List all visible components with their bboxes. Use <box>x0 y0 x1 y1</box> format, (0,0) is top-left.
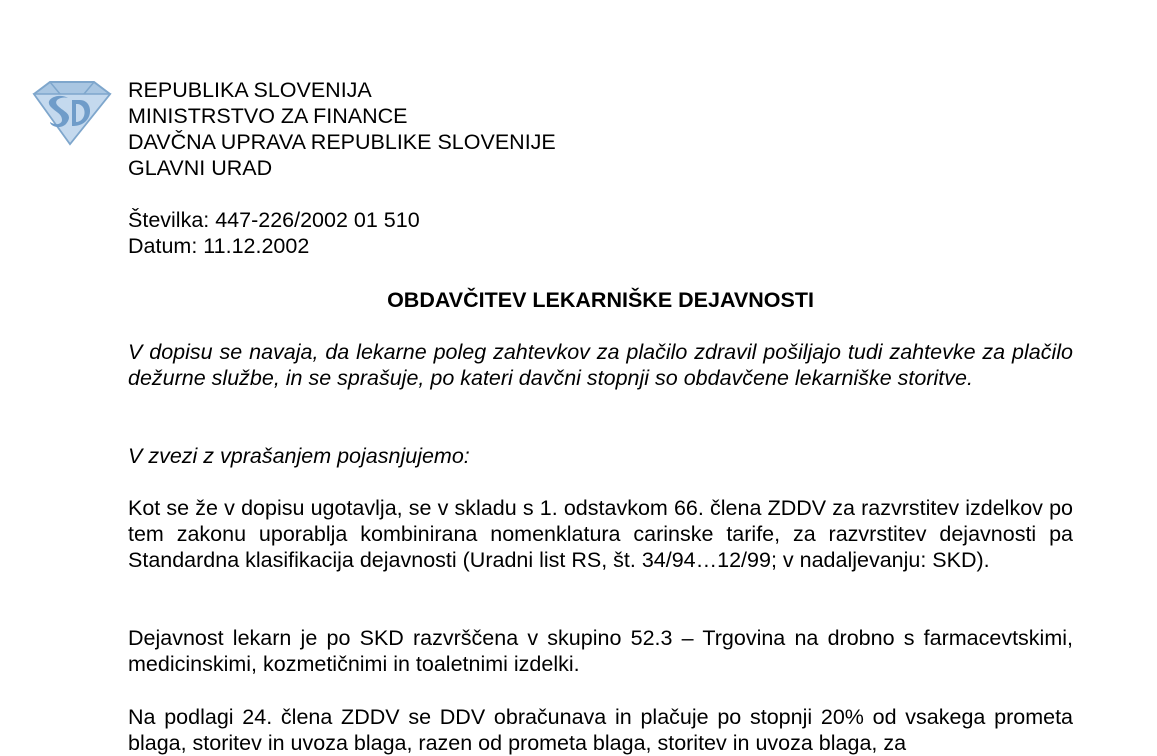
document-date: Datum: 11.12.2002 <box>128 234 310 258</box>
intro-paragraph: V zvezi z vprašanjem pojasnjujemo: <box>128 444 470 468</box>
header-ministry: MINISTRSTVO ZA FINANCE <box>128 104 408 128</box>
institution-header <box>128 77 556 181</box>
document-meta <box>128 207 420 259</box>
document-number: Številka: 447-226/2002 01 510 <box>128 208 420 232</box>
body-paragraph-classification: Kot se že v dopisu ugotavlja, se v skladu s 1. odstavkom 66. člena ZDDV za razvrstitev izdelkov po tem zakonu uporablja kombinirana nomenklatura carinske tarife, za razvrstitev dejavnosti pa Standardna klasifikacija dejavnosti (Uradni list RS, št. 34/94…12/99; v nadaljevanju: SKD). <box>128 496 1073 572</box>
header-republic: REPUBLIKA SLOVENIJA <box>128 78 372 102</box>
header-tax-administration: DAVČNA UPRAVA REPUBLIKE SLOVENIJE <box>128 130 556 154</box>
question-paragraph: V dopisu se navaja, da lekarne poleg zahtevkov za plačilo zdravil pošiljajo tudi zahtevke za plačilo dežurne službe, in se sprašuje, po kateri davčni stopnji so obdavčene lekarniške storitve. <box>128 340 1073 390</box>
document-title: OBDAVČITEV LEKARNIŠKE DEJAVNOSTI <box>387 288 814 312</box>
body-paragraph-vat-rate: Na podlagi 24. člena ZDDV se DDV obračunava in plačuje po stopnji 20% od vsakega prometa blaga, storitev in uvoza blaga, razen od prometa blaga, storitev in uvoza blaga, za <box>128 705 1073 755</box>
header-main-office: GLAVNI URAD <box>128 156 273 180</box>
body-paragraph-skd-group: Dejavnost lekarn je po SKD razvrščena v skupino 52.3 – Trgovina na drobno s farmacevtskimi, medicinskimi, kozmetičnimi in toaletnimi izdelki. <box>128 626 1073 676</box>
durs-logo-icon <box>28 78 112 150</box>
